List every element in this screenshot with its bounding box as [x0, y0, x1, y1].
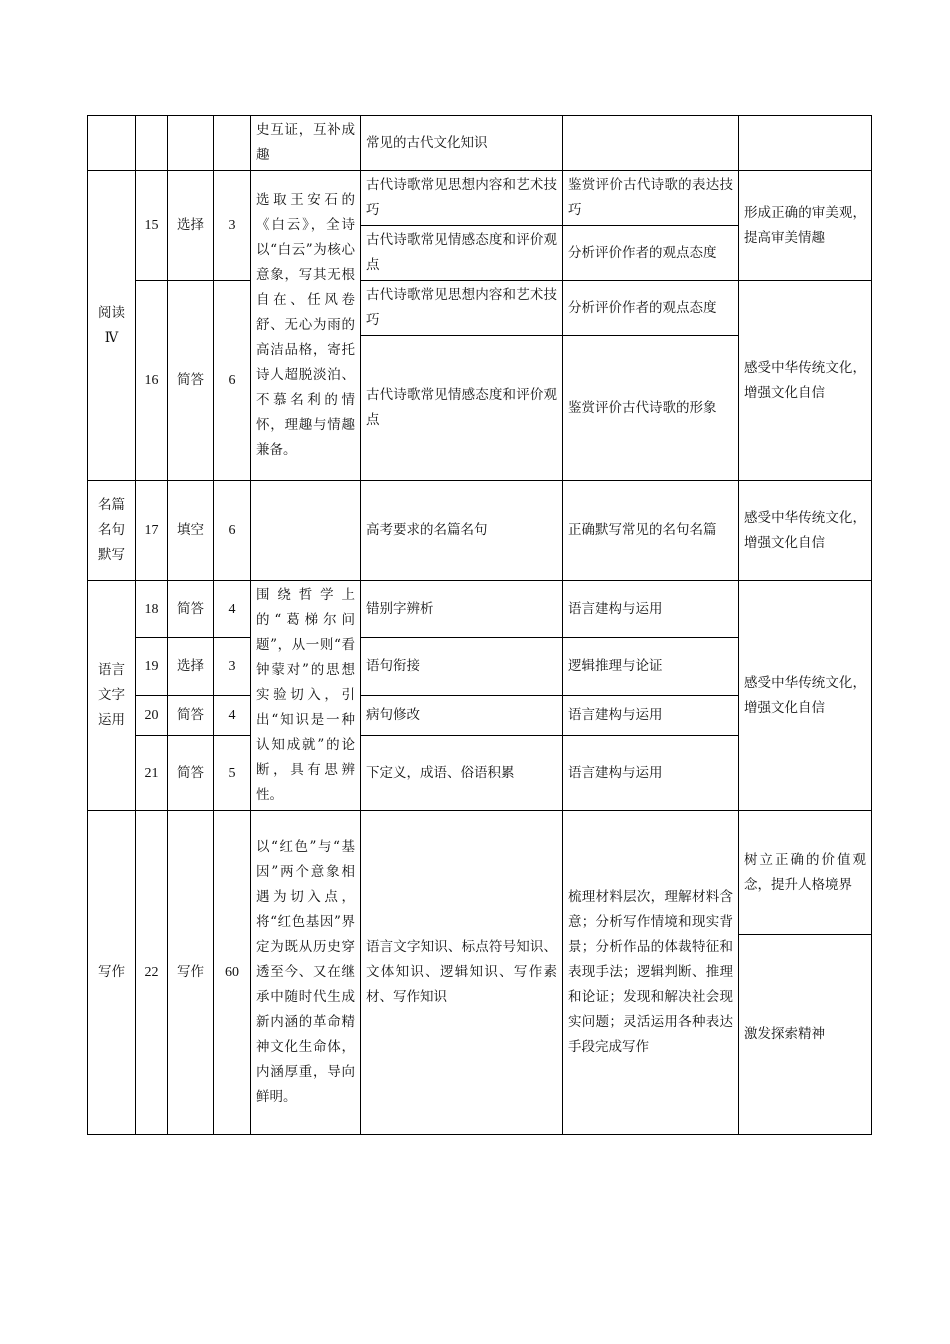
- ability-cell: [563, 116, 739, 171]
- question-type: 简答: [168, 581, 214, 638]
- question-score: 3: [214, 171, 251, 281]
- question-score: 3: [214, 638, 251, 696]
- knowledge-cell: 古代诗歌常见情感态度和评价观点: [361, 226, 563, 281]
- knowledge-cell: 语言文字知识、标点符号知识、文体知识、逻辑知识、写作素材、写作知识: [361, 811, 563, 1135]
- literacy-cell: 感受中华传统文化，增强文化自信: [739, 481, 872, 581]
- table-row: [88, 811, 872, 935]
- question-number: 18: [136, 581, 168, 638]
- knowledge-cell: 语句衔接: [361, 638, 563, 696]
- ability-cell: 正确默写常见的名句名篇: [563, 481, 739, 581]
- question-type: 选择: [168, 171, 214, 281]
- material-cell: 史互证，互补成趣: [251, 116, 361, 171]
- question-type: 简答: [168, 281, 214, 481]
- material-cell: 选取王安石的《白云》，全诗以“白云”为核心意象，写其无根自在、任风卷舒、无心为雨的高洁品格，寄托诗人超脱淡泊、不慕名利的情怀，理趣与情趣兼备。: [251, 171, 361, 481]
- question-type: 写作: [168, 811, 214, 1135]
- knowledge-cell: 错别字辨析: [361, 581, 563, 638]
- table-row: [88, 281, 872, 336]
- ability-cell: 语言建构与运用: [563, 736, 739, 811]
- section-cell: 名篇名句默写: [88, 481, 136, 581]
- question-number: 15: [136, 171, 168, 281]
- material-cell: [251, 481, 361, 581]
- question-number: 17: [136, 481, 168, 581]
- question-score: 5: [214, 736, 251, 811]
- table-row: [88, 116, 872, 171]
- question-score: 4: [214, 581, 251, 638]
- knowledge-cell: 高考要求的名篇名句: [361, 481, 563, 581]
- ability-cell: 语言建构与运用: [563, 581, 739, 638]
- ability-cell: 分析评价作者的观点态度: [563, 226, 739, 281]
- question-score: 6: [214, 481, 251, 581]
- table-row: [88, 481, 872, 581]
- material-cell: 以“红色”与“基因”两个意象相遇为切入点，将“红色基因”界定为既从历史穿透至今、又在继承中随时代生成新内涵的革命精神文化生命体，内涵厚重，导向鲜明。: [251, 811, 361, 1135]
- ability-cell: 鉴赏评价古代诗歌的形象: [563, 336, 739, 481]
- literacy-cell: 形成正确的审美观，提高审美情趣: [739, 171, 872, 281]
- ability-cell: 分析评价作者的观点态度: [563, 281, 739, 336]
- exam-spec-table: [87, 115, 872, 1135]
- question-number: 22: [136, 811, 168, 1135]
- ability-cell: 语言建构与运用: [563, 696, 739, 736]
- section-cell: 语言文字运用: [88, 581, 136, 811]
- question-score: 60: [214, 811, 251, 1135]
- question-number: 16: [136, 281, 168, 481]
- knowledge-cell: 古代诗歌常见思想内容和艺术技巧: [361, 171, 563, 226]
- question-type: 选择: [168, 638, 214, 696]
- literacy-cell: 激发探索精神: [739, 935, 872, 1135]
- table-row: [88, 581, 872, 638]
- ability-cell: 梳理材料层次，理解材料含意；分析写作情境和现实背景；分析作品的体裁特征和表现手法；逻辑判断、推理和论证；发现和解决社会现实问题；灵活运用各种表达手段完成写作: [563, 811, 739, 1135]
- knowledge-cell: 下定义，成语、俗语积累: [361, 736, 563, 811]
- table-row: [88, 171, 872, 226]
- question-type: 简答: [168, 736, 214, 811]
- question-number: 20: [136, 696, 168, 736]
- question-number: 19: [136, 638, 168, 696]
- material-cell: 围绕哲学上的“葛梯尔问题”，从一则“看钟蒙对”的思想实验切入，引出“知识是一种认知成就”的论断，具有思辨性。: [251, 581, 361, 811]
- ability-cell: 逻辑推理与论证: [563, 638, 739, 696]
- knowledge-cell: 古代诗歌常见思想内容和艺术技巧: [361, 281, 563, 336]
- ability-cell: 鉴赏评价古代诗歌的表达技巧: [563, 171, 739, 226]
- knowledge-cell: 古代诗歌常见情感态度和评价观点: [361, 336, 563, 481]
- knowledge-cell: 病句修改: [361, 696, 563, 736]
- question-score: 4: [214, 696, 251, 736]
- question-type: 填空: [168, 481, 214, 581]
- section-cell: 写作: [88, 811, 136, 1135]
- question-type: 简答: [168, 696, 214, 736]
- literacy-cell: 树立正确的价值观念，提升人格境界: [739, 811, 872, 935]
- question-number: 21: [136, 736, 168, 811]
- question-score: 6: [214, 281, 251, 481]
- knowledge-cell: 常见的古代文化知识: [361, 116, 563, 171]
- section-cell: 阅读Ⅳ: [88, 171, 136, 481]
- literacy-cell: [739, 116, 872, 171]
- literacy-cell: 感受中华传统文化，增强文化自信: [739, 581, 872, 811]
- literacy-cell: 感受中华传统文化，增强文化自信: [739, 281, 872, 481]
